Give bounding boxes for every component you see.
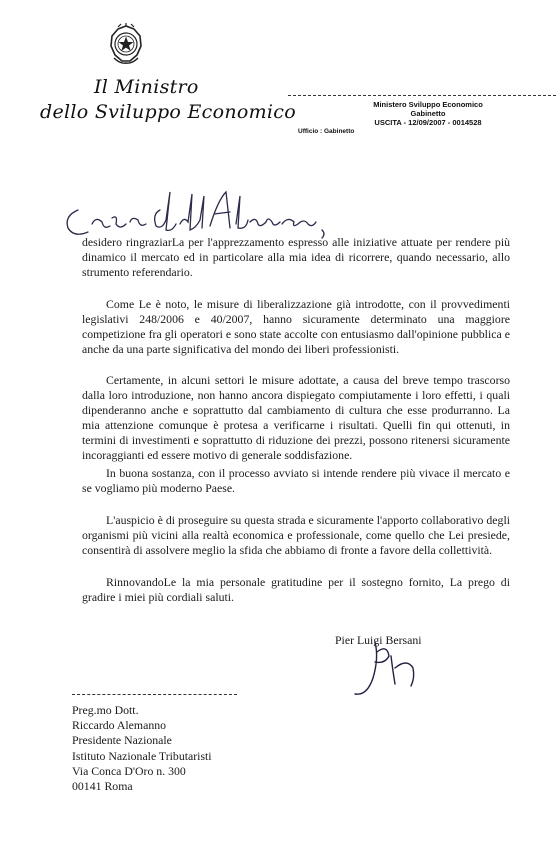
letterhead-subtitle: dello Sviluppo Economico	[40, 101, 296, 123]
republic-emblem-icon	[106, 22, 146, 66]
paragraph-liberalization: Come Le è noto, le misure di liberalizzazione già introdotte, con il provvedimenti legislativi 248/2006 e 40/2007, hanno sicuramente determinato una maggiore competizione fra gli operatori e sono state accolte con entusiasmo dall'opinione pubblica e anche da una parte significativa del mondo dei liberi professionisti.	[82, 297, 510, 356]
paragraph-closing: RinnovandoLe la mia personale gratitudine per il sostegno fornito, La prego di gradire i miei più cordiali saluti.	[82, 575, 510, 604]
address-line: 00141 Roma	[72, 779, 133, 794]
address-line: Riccardo Alemanno	[72, 718, 167, 733]
stamp-office: Gabinetto	[410, 109, 446, 118]
salutation-text: Caro Alemanno,	[60, 180, 67, 181]
handwritten-signature	[345, 638, 435, 700]
address-line: Istituto Nazionale Tributaristi	[72, 748, 212, 763]
signer-name: Pier Luigi Bersani	[335, 633, 422, 647]
address-line: Preg.mo Dott.	[72, 703, 139, 717]
stamp-divider	[288, 95, 556, 96]
stamp-ministry: Ministero Sviluppo Economico	[373, 100, 483, 109]
letterhead-title: Il Ministro	[94, 76, 199, 98]
stamp-department: Ufficio : Gabinetto	[298, 128, 355, 135]
paragraph-thanks: desidero ringraziarLa per l'apprezzamento espresso alle iniziative attuate per rendere più dinamico il mercato ed in particolare alla mia idea di ricorrere, quando necessario, allo strumento referendario.	[82, 235, 510, 279]
stamp-protocol-number: USCITA - 12/09/2007 - 0014528	[374, 118, 482, 127]
paragraph-summary: In buona sostanza, con il processo avviato si intende rendere più vivace il mercato e se vogliamo più moderno Paese.	[82, 466, 510, 495]
address-line: Via Conca D'Oro n. 300	[72, 763, 186, 778]
address-divider	[72, 694, 237, 695]
address-line: Presidente Nazionale	[72, 733, 172, 748]
paragraph-effects: Certamente, in alcuni settori le misure adottate, a causa del breve tempo trascorso dalla loro introduzione, non hanno ancora dispiegato compiutamente i loro effetti, i quali dipenderanno anche e soprattutto dal cambiamento di cultura che esse produrranno. La mia attenzione comunque è protesa a verificarne i risultati. Quelli fin qui ottenuti, in termini di investimenti e soprattutto di riduzione dei prezzi, possono ritenersi sicuramente incoraggianti ed essere motivo di generale soddisfazione.	[82, 373, 510, 462]
paragraph-hope: L'auspicio è di proseguire su questa strada e sicuramente l'apporto collaborativo degli organismi più vicini alla realtà economica e professionale, come quello che Lei presiede, consentirà di assolvere meglio la sfida che abbiamo di fronte a favore della collettività.	[82, 513, 510, 557]
recipient-address	[72, 703, 212, 794]
